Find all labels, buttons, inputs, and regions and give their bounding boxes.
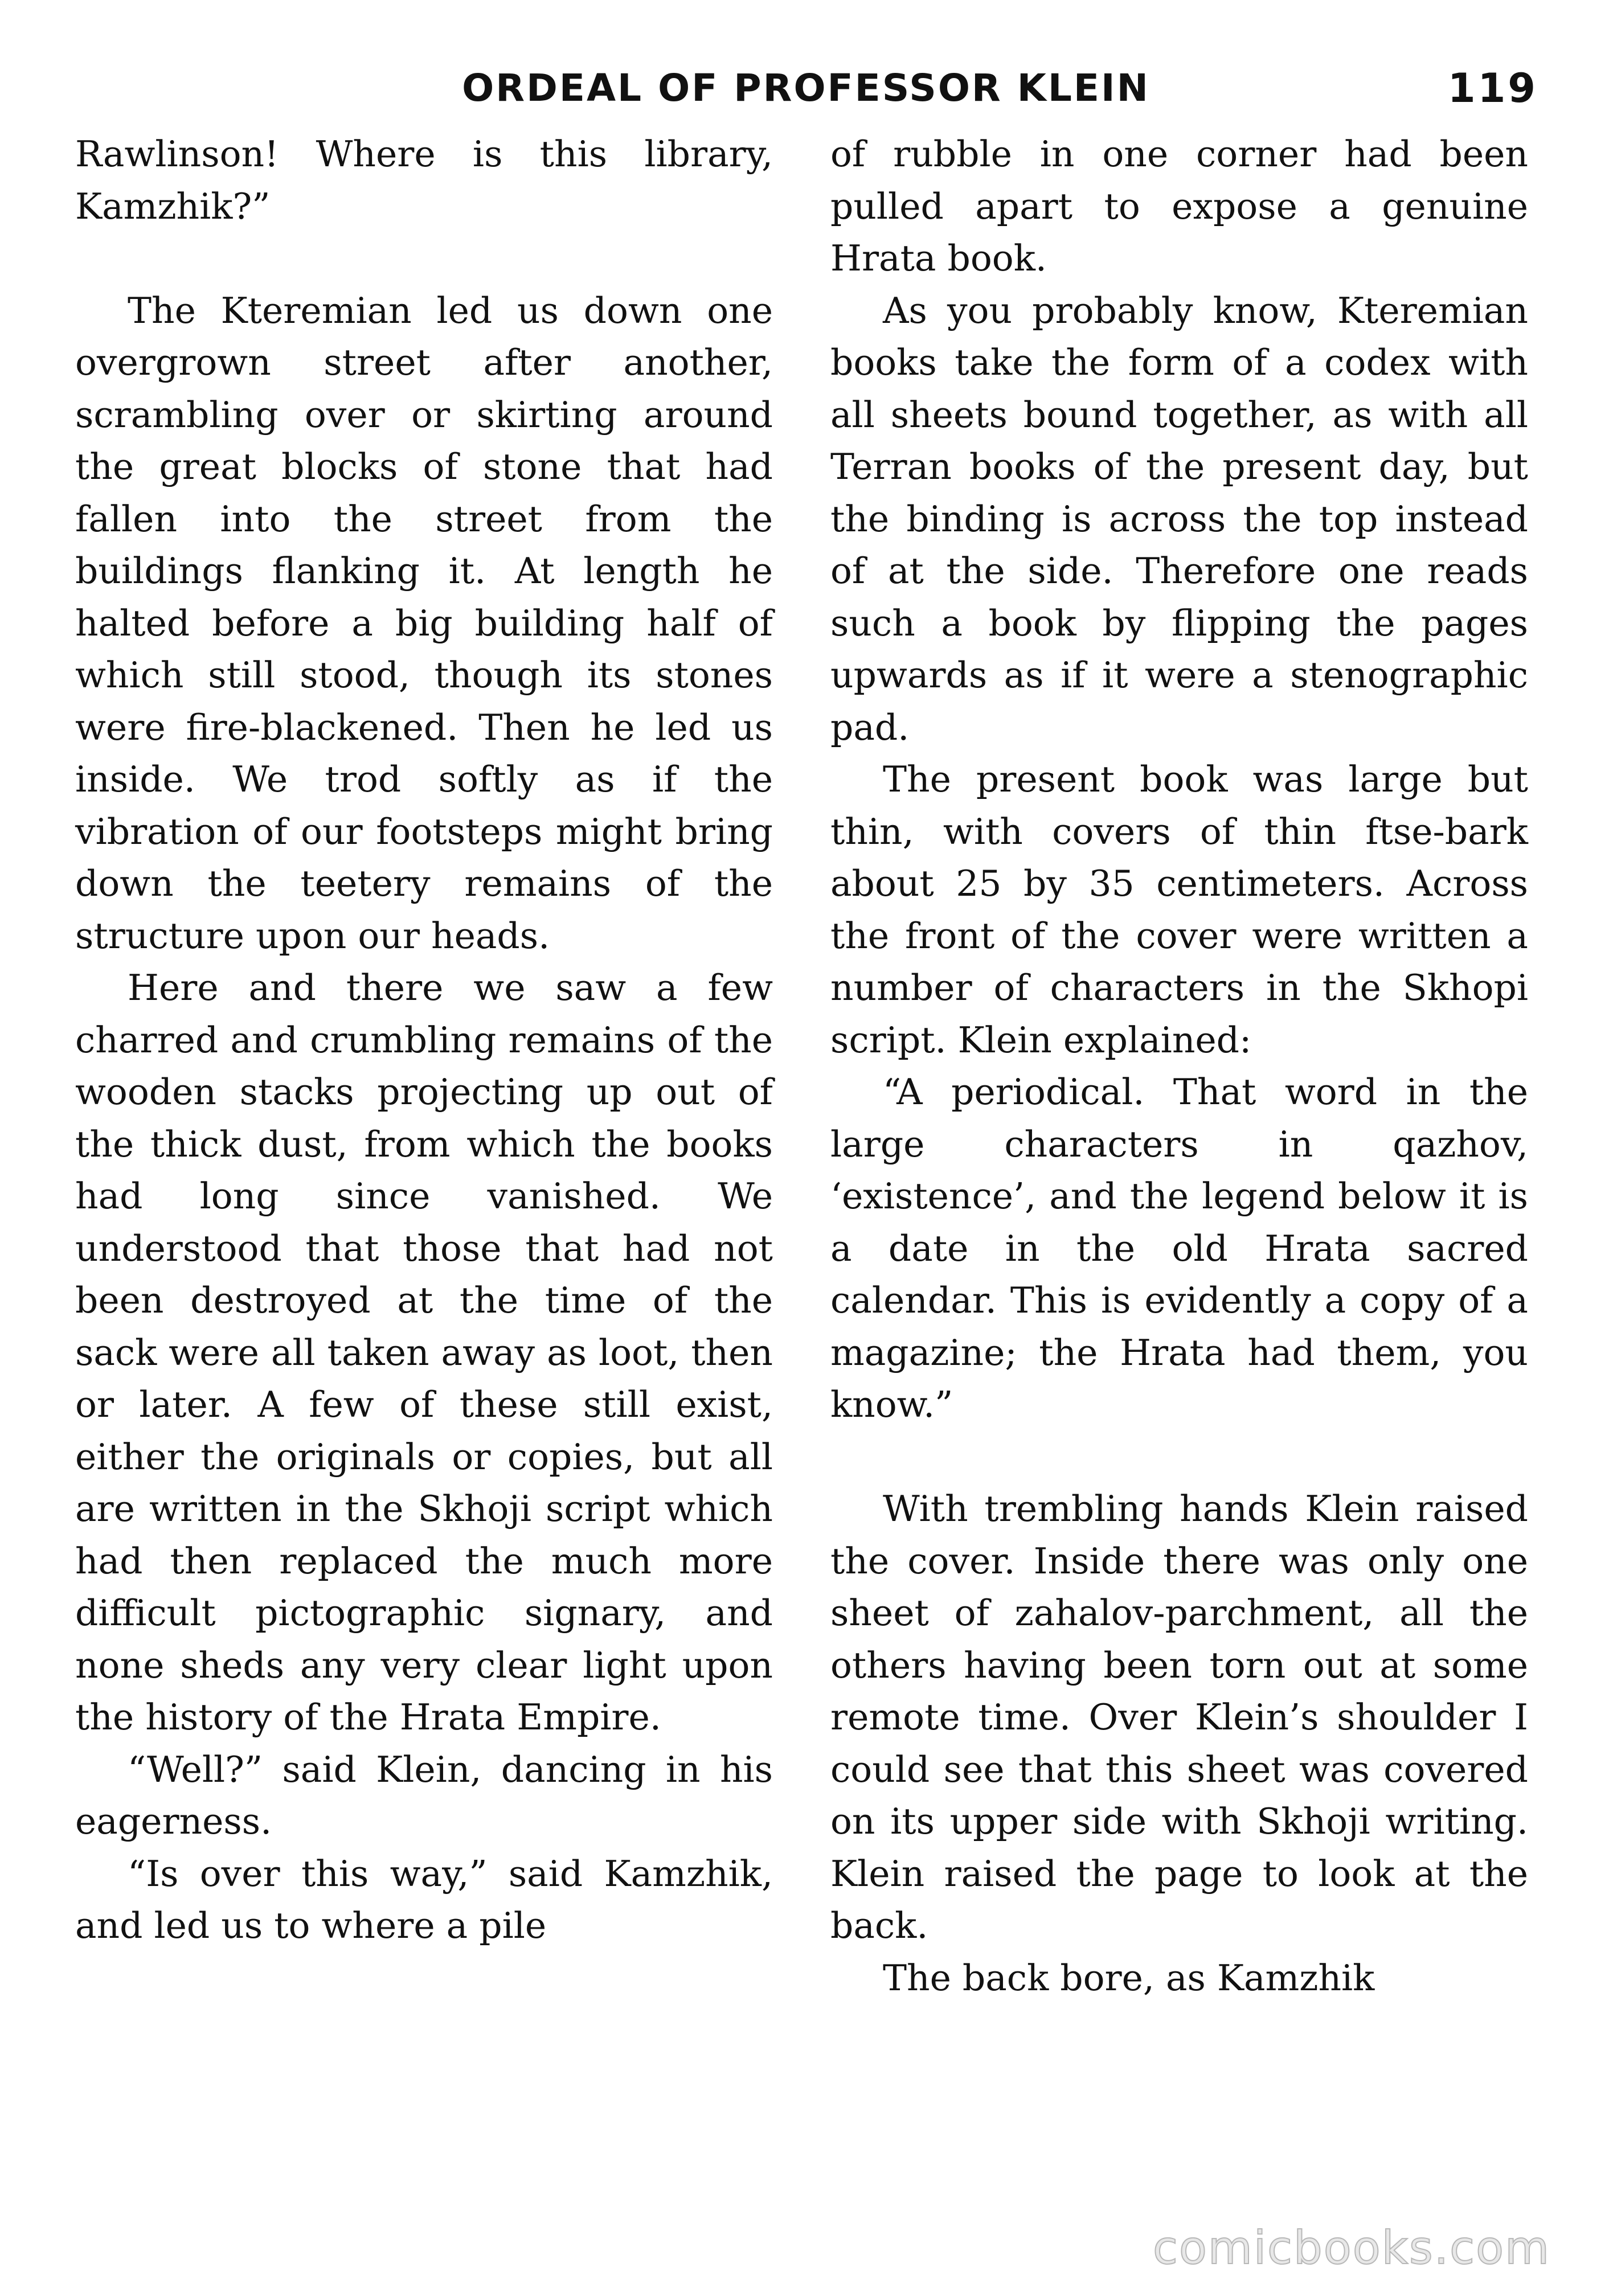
paragraph: The present book was large but thin, with covers of thin ftse-bark about 25 by 35 centimeters. Across the front of the cover were written a number of characters in the Skhopi script. Klein explained: <box>830 758 1528 1061</box>
paragraph: “Well?” said Klein, dancing in his eagerness. <box>75 1748 773 1842</box>
running-title: ORDEAL OF PROFESSOR KLEIN <box>462 66 1150 110</box>
paragraph: The back bore, as Kamzhik <box>883 1957 1375 1999</box>
left-column <box>75 128 773 1952</box>
paragraph: Here and there we saw a few charred and crumbling remains of the wooden stacks projecting up out of the thick dust, from which the books had long since vanished. We understood that those that had not been destroyed at the time of the sack were all taken away as loot, then or later. A few of these still exist, either the originals or copies, but all are written in the Skhoji script which had then replaced the much more difficult pictographic signary, and none sheds any very clear light upon the history of the Hrata Empire. <box>75 967 773 1738</box>
site-watermark: comicbooks.com <box>1152 2221 1550 2274</box>
paragraph: With trembling hands Klein raised the cover. Inside there was only one sheet of zahalov-parchment, all the others having been torn out at some remote time. Over Klein’s shoulder I could see that this sheet was covered on its upper side with Skhoji writing. Klein raised the page to look at the back. <box>830 1488 1528 1946</box>
paragraph-continued: Rawlinson! Where is this library, Kamzhik?” <box>75 133 773 227</box>
paragraph: “Is over this way,” said Kamzhik, and led us to where a pile <box>75 1852 773 1946</box>
paragraph: As you probably know, Kteremian books take the form of a codex with all sheets bound together, as with all Terran books of the present day, but the binding is across the top instead of at the side. Therefore one reads such a book by flipping the pages upwards as if it were a stenographic pad. <box>830 289 1528 748</box>
page-number: 119 <box>1447 65 1538 112</box>
paragraph: The Kteremian led us down one overgrown street after another, scrambling over or skirting around the great blocks of stone that had fallen into the street from the buildings flanking it. At length he halted before a big building half of which still stood, though its stones were fire-blackened. Then he led us inside. We trod softly as if the vibration of our footsteps might bring down the teetery remains of the structure upon our heads. <box>75 289 773 957</box>
paragraph-continued: of rubble in one corner had been pulled apart to expose a genuine Hrata book. <box>830 133 1528 279</box>
paragraph: “A periodical. That word in the large characters in qazhov, ‘existence’, and the legend below it is a date in the old Hrata sacred calendar. This is evidently a copy of a magazine; the Hrata had them, you know.” <box>830 1071 1528 1425</box>
right-column <box>830 128 1528 2004</box>
running-header <box>74 57 1538 120</box>
